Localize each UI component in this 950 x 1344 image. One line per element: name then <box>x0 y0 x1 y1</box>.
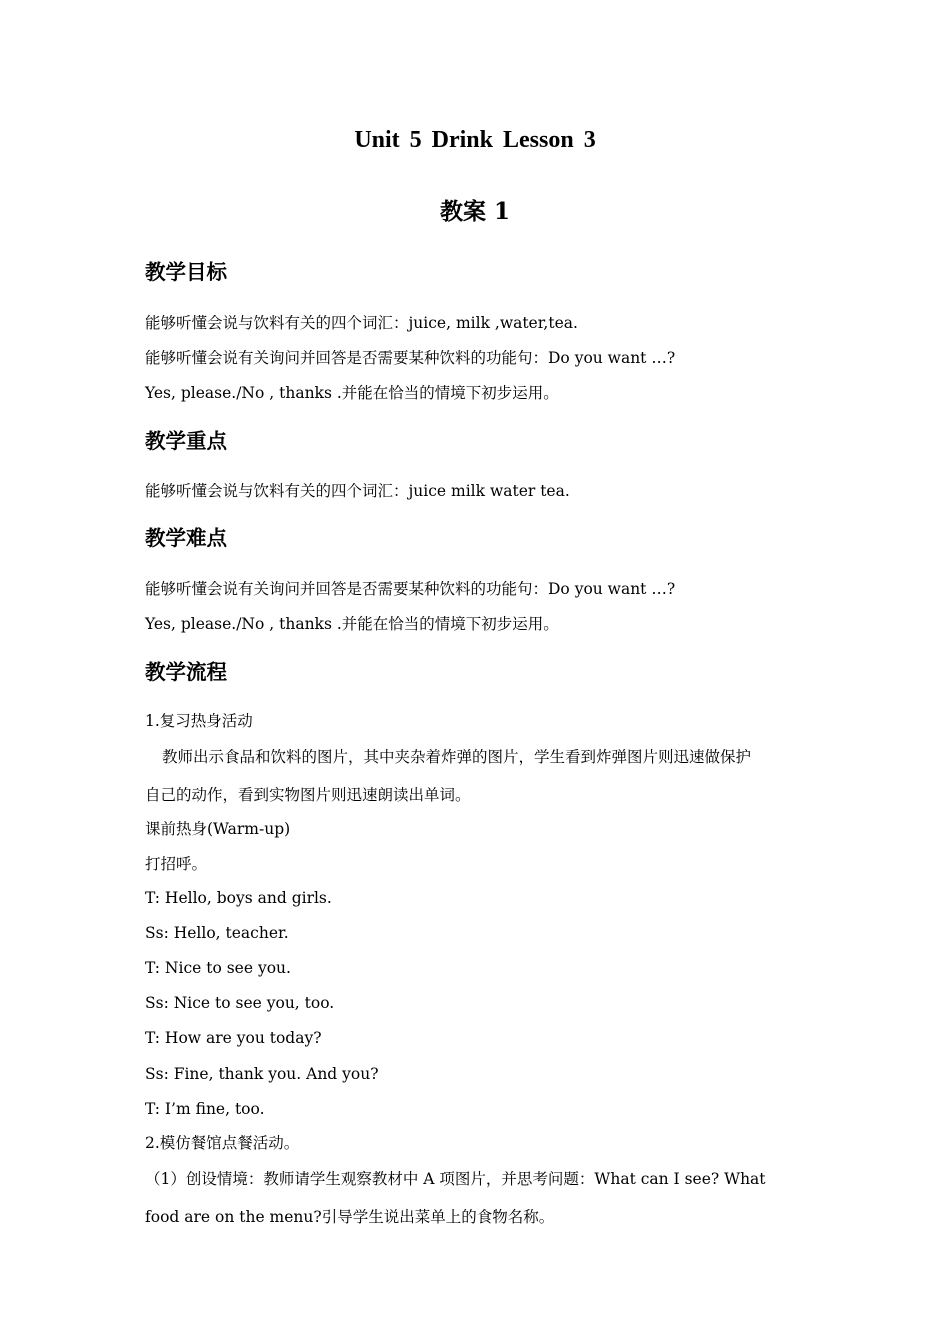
procedure-step-title: 2.模仿餐馆点餐活动。 <box>145 1134 300 1152</box>
document-title: Unit 5 Drink Lesson 3 <box>354 127 596 153</box>
dialogue-line: Ss: Hello, teacher. <box>145 924 289 942</box>
section-heading-objectives: 教学目标 <box>145 260 227 284</box>
objectives-line: Yes, please./No , thanks .并能在恰当的情境下初步运用。 <box>145 384 559 402</box>
objectives-line: 能够听懂会说有关询问并回答是否需要某种饮料的功能句：Do you want …? <box>145 349 676 367</box>
procedure-paragraph-line: food are on the menu?引导学生说出菜单上的食物名称。 <box>145 1208 555 1226</box>
section-heading-key-points: 教学重点 <box>145 429 227 453</box>
dialogue-line: T: How are you today? <box>145 1029 322 1047</box>
procedure-line: 打招呼。 <box>145 855 208 873</box>
difficulties-line: 能够听懂会说有关询问并回答是否需要某种饮料的功能句：Do you want …? <box>145 580 676 598</box>
key-points-line: 能够听懂会说与饮料有关的四个词汇：juice milk water tea. <box>145 482 570 500</box>
section-heading-difficulties: 教学难点 <box>145 526 227 550</box>
procedure-paragraph-line: （1）创设情境：教师请学生观察教材中 A 项图片，并思考问题：What can I see? What <box>145 1170 766 1188</box>
dialogue-line: T: Nice to see you. <box>145 959 291 977</box>
procedure-paragraph-line: 教师出示食品和饮料的图片，其中夹杂着炸弹的图片，学生看到炸弹图片则迅速做保护 <box>162 748 752 766</box>
dialogue-line: T: Hello, boys and girls. <box>145 889 332 907</box>
dialogue-line: T: I’m fine, too. <box>145 1100 265 1118</box>
objectives-line: 能够听懂会说与饮料有关的四个词汇：juice, milk ,water,tea. <box>145 314 578 332</box>
difficulties-line: Yes, please./No , thanks .并能在恰当的情境下初步运用。 <box>145 615 559 633</box>
procedure-paragraph-line: 自己的动作，看到实物图片则迅速朗读出单词。 <box>145 786 471 804</box>
section-heading-procedure: 教学流程 <box>145 660 227 684</box>
procedure-step-title: 1.复习热身活动 <box>145 712 253 730</box>
procedure-line: 课前热身(Warm-up) <box>145 820 291 838</box>
dialogue-line: Ss: Nice to see you, too. <box>145 994 335 1012</box>
dialogue-line: Ss: Fine, thank you. And you? <box>145 1065 379 1083</box>
document-subtitle: 教案 1 <box>439 198 510 225</box>
